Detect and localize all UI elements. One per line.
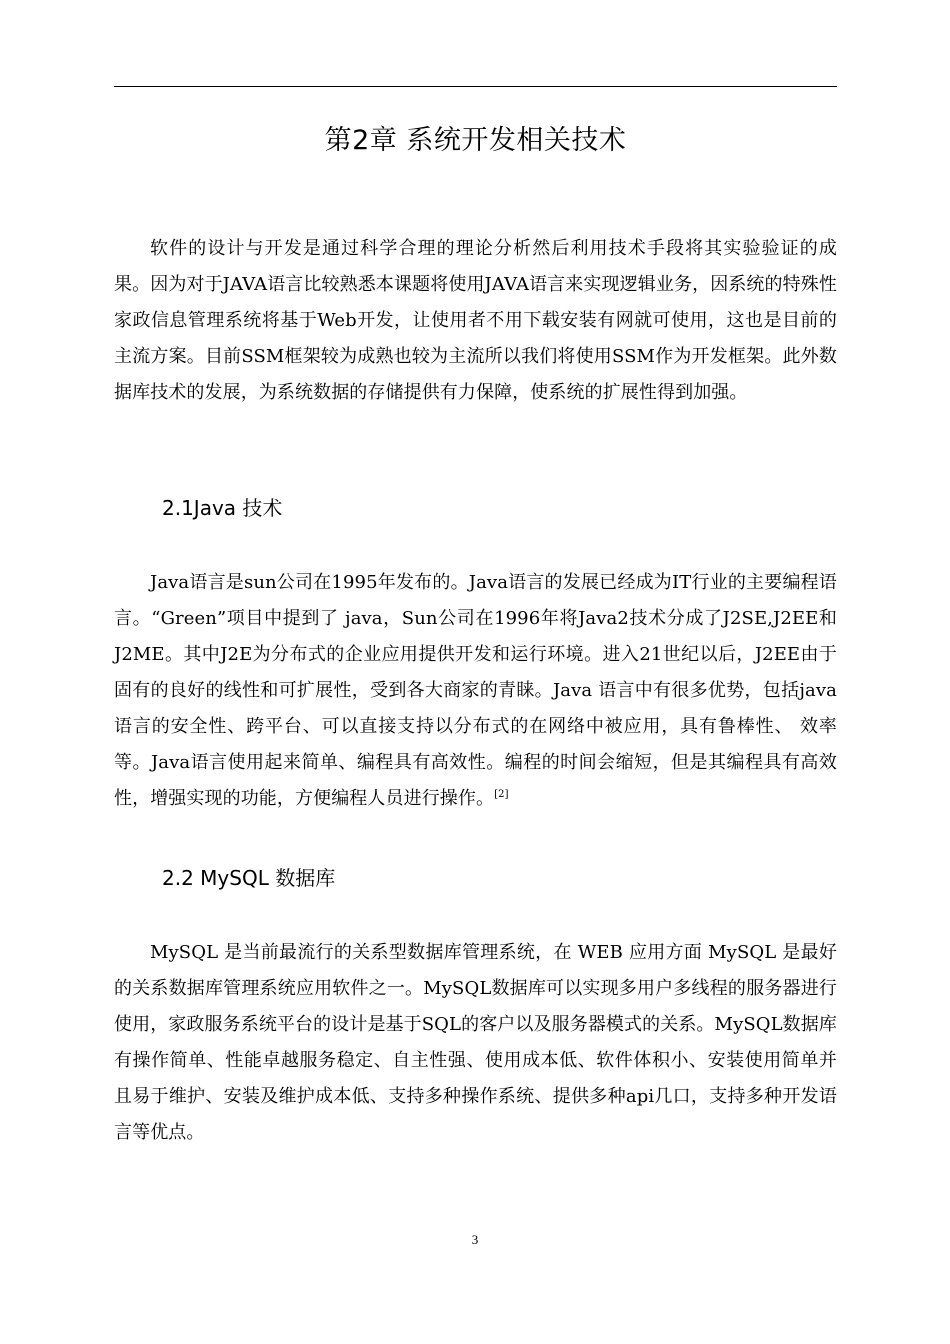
chapter-title: 第2章 系统开发相关技术: [324, 125, 627, 156]
header-rule: [114, 86, 837, 87]
section-heading-mysql: 2.2 MySQL 数据库: [162, 866, 336, 890]
intro-paragraph: 软件的设计与开发是通过科学合理的理论分析然后利用技术手段将其实验验证的成果。因为对于JAVA语言比较熟悉本课题将使用JAVA语言来实现逻辑业务，因系统的特殊性家政信息管理系统将基于Web开发，让使用者不用下载安装有网就可使用，这也是目前的主流方案。目前SSM框架较为成熟也较为主流所以我们将使用SSM作为开发框架。此外数据库技术的发展，为系统数据的存储提供有力保障，使系统的扩展性得到加强。: [114, 238, 837, 403]
java-paragraph: [114, 565, 837, 817]
citation-marker[interactable]: [2]: [494, 789, 509, 800]
mysql-paragraph: MySQL 是当前最流行的关系型数据库管理系统，在 WEB 应用方面 MySQL 是最好的关系数据库管理系统应用软件之一。MySQL数据库可以实现多用户多线程的服务器进行使用，家政服务系统平台的设计是基于SQL的客户以及服务器模式的关系。MySQL数据库有操作简单、性能卓越服务稳定、自主性强、使用成本低、软件体积小、安装使用简单并且易于维护、安装及维护成本低、支持多种操作系统、提供多种api几口，支持多种开发语言等优点。: [114, 942, 837, 1143]
page-number: 3: [471, 1232, 479, 1247]
java-paragraph-text: Java语言是sun公司在1995年发布的。Java语言的发展已经成为IT行业的主要编程语言。“Green”项目中提到了 java，Sun公司在1996年将Java2技术分成了J2SE,J2EE和J2ME。其中J2E为分布式的企业应用提供开发和运行环境。进入21世纪以后，J2EE由于固有的良好的线性和可扩展性，受到各大商家的青睐。Java 语言中有很多优势，包括java语言的安全性、跨平台、可以直接支持以分布式的在网络中被应用，具有鲁棒性、 效率等。Java语言使用起来简单、编程具有高效性。编程的时间会缩短，但是其编程具有高效性，增强实现的功能，方便编程人员进行操作。: [114, 572, 837, 809]
section-heading-java: 2.1Java 技术: [162, 496, 283, 520]
